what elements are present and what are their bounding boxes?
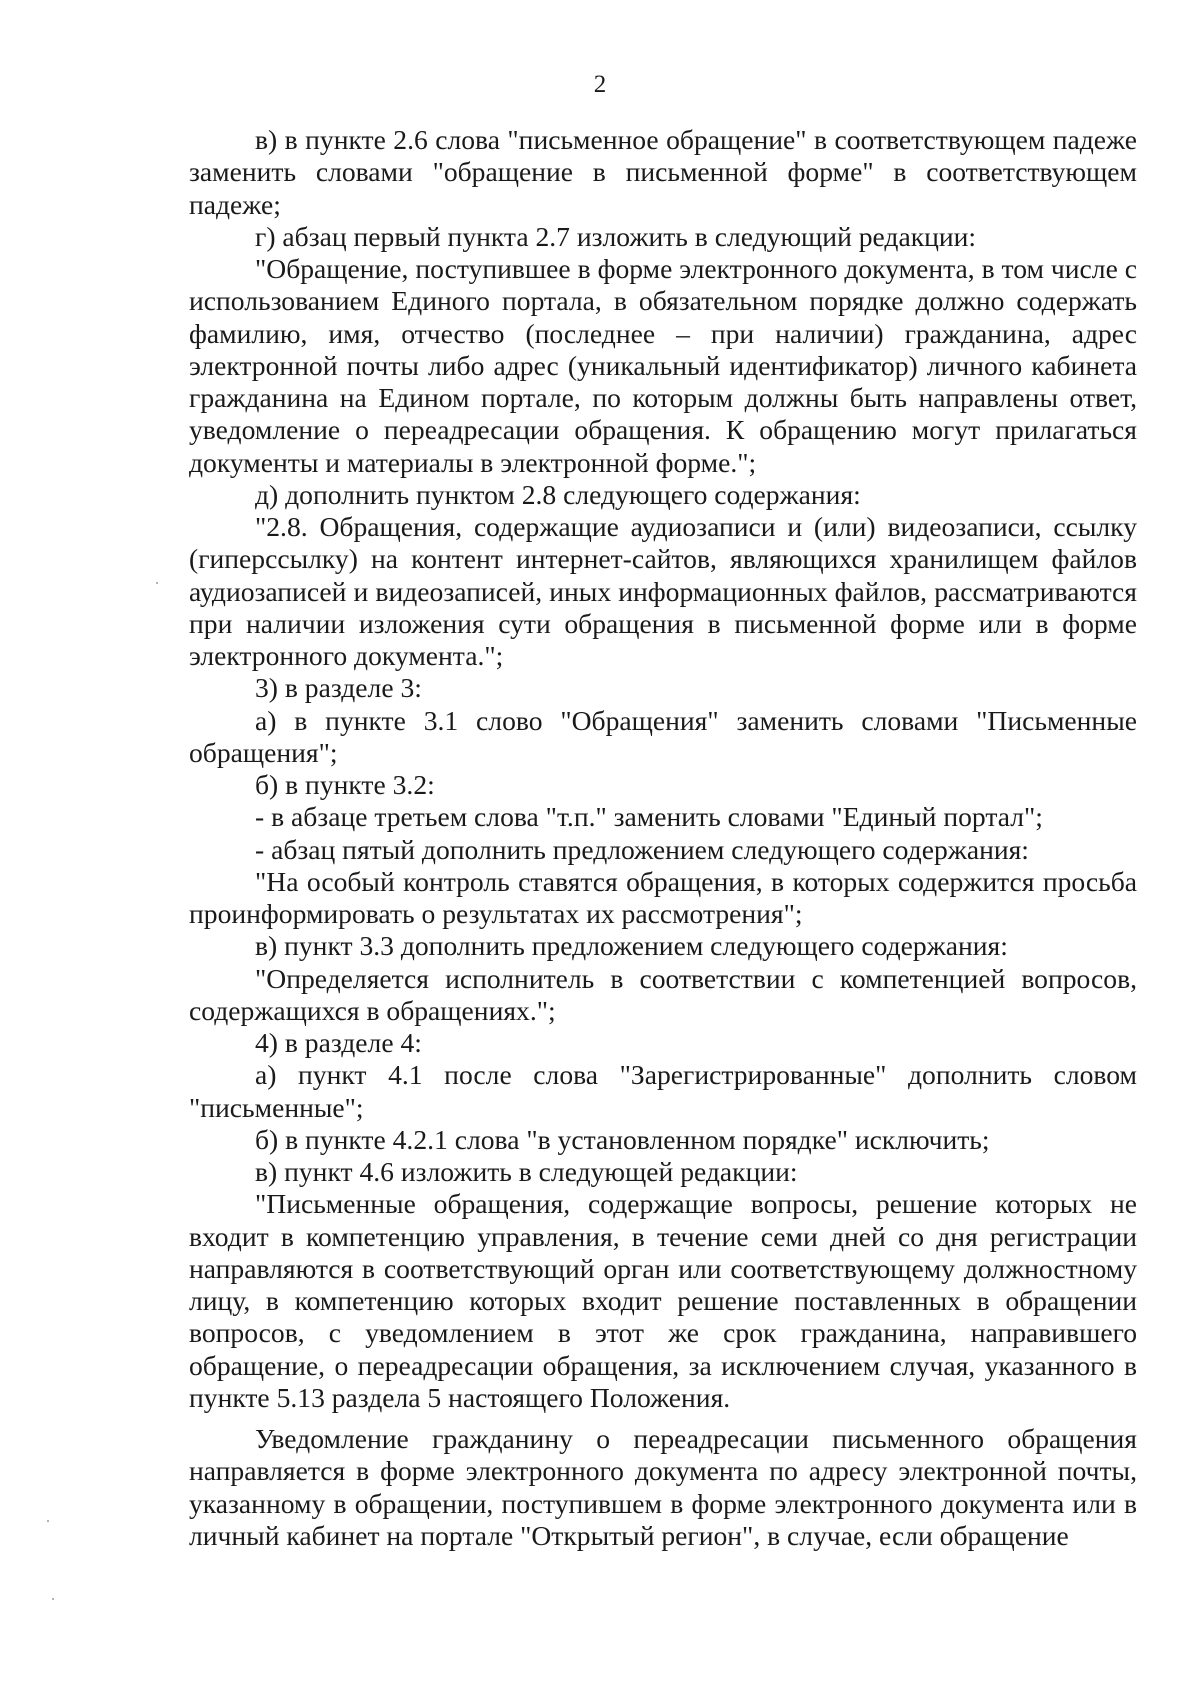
paragraph-item-v-4-6: в) пункт 4.6 изложить в следующей редакции: bbox=[255, 1156, 798, 1187]
scan-speck bbox=[52, 1598, 54, 1600]
paragraph-quote-4-6: "Письменные обращения, содержащие вопросы, решение которых не входит в компетенцию управления, в течение семи дней со дня регистрации направляются в соответствующий орган или соответствующему должностному лицу, в компетенцию которых входит решение поставленных в обращении вопросов, с уведомлением в этот же срок гражданина, направившего обращение, о переадресации обращения, за исключением случая, указанного в пункте 5.13 раздела 5 настоящего Положения. bbox=[189, 1188, 1137, 1413]
paragraph-section-4: 4) в разделе 4: bbox=[255, 1027, 422, 1058]
document-body bbox=[189, 124, 1137, 1552]
paragraph-item-a-4-1: а) пункт 4.1 после слова "Зарегистрированные" дополнить словом "письменные"; bbox=[189, 1059, 1137, 1123]
paragraph-item-v-2-6: в) в пункте 2.6 слова "письменное обращение" в соответствующем падеже заменить словами "обращение в письменной форме" в соответствующем падеже; bbox=[189, 124, 1137, 220]
paragraph-quote-2-8: "2.8. Обращения, содержащие аудиозаписи и (или) видеозаписи, ссылку (гиперссылку) на контент интернет-сайтов, являющихся хранилищем файлов аудиозаписей и видеозаписей, иных информационных файлов, рассматриваются при наличии изложения сути обращения в письменной форме или в форме электронного документа."; bbox=[189, 511, 1137, 671]
paragraph-dash-third: - в абзаце третьем слова "т.п." заменить словами "Единый портал"; bbox=[255, 801, 1043, 833]
scan-speck bbox=[156, 582, 158, 584]
paragraph-quote-2-7: "Обращение, поступившее в форме электронного документа, в том числе с использованием Единого портала, в обязательном порядке должно содержать фамилию, имя, отчество (последнее – при наличии) гражданина, адрес электронной почты либо адрес (уникальный идентификатор) личного кабинета гражданина на Едином портале, по которым должны быть направлены ответ, уведомление о переадресации обращения. К обращению могут прилагаться документы и материалы в электронной форме."; bbox=[189, 253, 1137, 478]
paragraph-notification: Уведомление гражданину о переадресации письменного обращения направляется в форме электронного документа по адресу электронной почты, указанному в обращении, поступившем в форме электронного документа или в личный кабинет на портале "Открытый регион", в случае, если обращение bbox=[189, 1423, 1137, 1551]
paragraph-item-b-4-2-1: б) в пункте 4.2.1 слова "в установленном порядке" исключить; bbox=[255, 1123, 990, 1155]
page-number: 2 bbox=[593, 71, 607, 98]
paragraph-dash-fifth: - абзац пятый дополнить предложением следующего содержания: bbox=[255, 833, 1029, 865]
paragraph-section-3: 3) в разделе 3: bbox=[255, 672, 422, 704]
paragraph-quote-executor: "Определяется исполнитель в соответствии с компетенцией вопросов, содержащихся в обращениях."; bbox=[189, 962, 1137, 1026]
paragraph-item-g-2-7: г) абзац первый пункта 2.7 изложить в следующий редакции: bbox=[255, 220, 977, 252]
paragraph-quote-control: "На особый контроль ставятся обращения, в которых содержится просьба проинформировать о результатах их рассмотрения"; bbox=[189, 865, 1137, 929]
paragraph-item-a-3-1: а) в пункте 3.1 слово "Обращения" заменить словами "Письменные обращения"; bbox=[189, 704, 1137, 768]
paragraph-item-d-2-8: д) дополнить пунктом 2.8 следующего содержания: bbox=[255, 478, 861, 510]
paragraph-item-b-3-2: б) в пункте 3.2: bbox=[255, 769, 435, 800]
scan-speck bbox=[47, 1520, 49, 1522]
paragraph-item-v-3-3: в) пункт 3.3 дополнить предложением следующего содержания: bbox=[255, 930, 1008, 962]
